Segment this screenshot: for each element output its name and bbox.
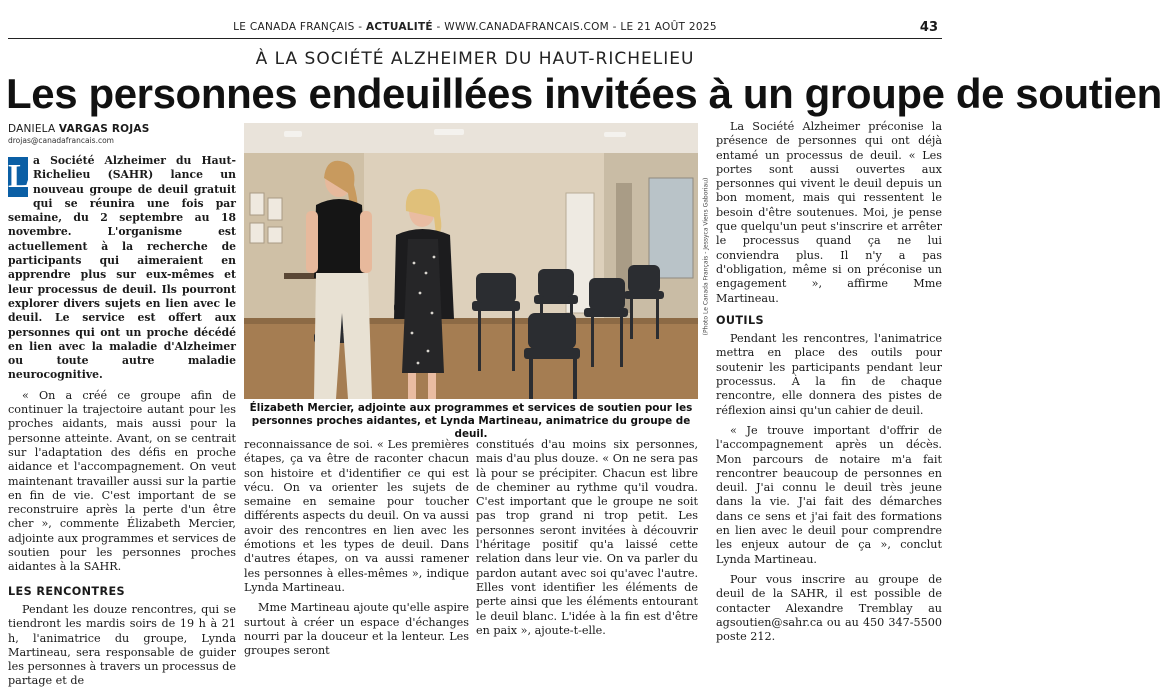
author-email: drojas@canadafrancais.com [8, 136, 114, 145]
header-line [0, 21, 950, 33]
byline [8, 123, 150, 135]
lede [8, 154, 236, 383]
paragraph: Mme Martineau ajoute qu'elle aspire surtout à créer un espace d'échanges nourri par la douceur et la lenteur. Les groupes seront [244, 601, 469, 658]
publication-name: LE CANADA FRANÇAIS [233, 21, 355, 33]
subhead-rencontres: LES RENCONTRES [8, 584, 125, 598]
subhead-outils: OUTILS [716, 313, 764, 327]
header-rule [8, 38, 942, 39]
paragraph: constitués d'au moins six personnes, mais d'au plus douze. « On ne sera pas là pour se précipiter. Chacun est libre de cheminer au rythme qu'il voudra. C'est important que le groupe ne soit pas trop grand ni trop petit. Les personnes seront invitées à découvrir l'héritage positif qu'a laissé cette relation dans leur vie. On va parler du pardon autant avec soi qu'avec l'autre. Elles vont identifier les éléments de perte ainsi que les éléments entourant le deuil blanc. L'idée à la fin est d'être en paix », ajoute-t-elle. [476, 438, 698, 637]
page-number: 43 [919, 20, 938, 35]
headline: Les personnes endeuillées invitées à un groupe de soutien [6, 70, 1162, 117]
paragraph: « Je trouve important d'offrir de l'accompagnement après un décès. Mon parcours de notaire m'a fait rencontrer beaucoup de personnes en deuil. J'ai connu le deuil très jeune dans la vie. J'ai fait des démarches dans ce sens et j'ai fait des formations en lien avec le deuil pour comprendre les enjeux autour de ça », conclut Lynda Martineau. [716, 423, 942, 566]
lede-text: a Société Alzheimer du Haut-Richelieu (SAHR) lance un nouveau groupe de deuil gratuit qui se réunira une fois par semaine, du 2 septembre au 18 novembre. L'organisme est actuellement à la recherche de participants qui aimeraient en apprendre plus sur eux-mêmes et leur processus de deuil. Ils pourront explorer divers sujets en lien avec le deuil. Le service est offert aux personnes qui ont un proche décédé en lien avec la maladie d'Alzheimer ou toute autre maladie neurocognitive. [8, 154, 236, 382]
column-3 [476, 438, 698, 638]
column-4 [716, 120, 942, 644]
column-1 [8, 154, 236, 689]
paragraph: Pendant les douze rencontres, qui se tiendront les mardis soirs de 19 h à 21 h, l'animatrice du groupe, Lynda Martineau, sera responsable de guider les personnes à travers un processus de partage et de [8, 602, 236, 688]
article-photo [244, 123, 698, 399]
website: WWW.CANADAFRANCAIS.COM [444, 21, 610, 33]
page-header [0, 18, 950, 40]
kicker: À LA SOCIÉTÉ ALZHEIMER DU HAUT-RICHELIEU [255, 49, 695, 69]
photo-credit-text: (Photo Le Canada Français - Jessyca Viens Gaboriau) [702, 177, 710, 336]
paragraph: La Société Alzheimer préconise la présence de personnes qui ont déjà entamé un processus de deuil. « Les portes sont aussi ouvertes aux personnes qui vivent le deuil depuis un bon moment, mais qui ressentent le besoin d'être soutenues. Moi, je pense que quelqu'un peut s'inscrire et arrêter le processus quand ça ne lui conviendra plus. Il n'y a pas d'obligation, même si on préconise un engagement », affirme Mme Martineau. [716, 120, 942, 305]
column-2 [244, 438, 469, 658]
photo-credit [701, 123, 711, 399]
photo-caption: Élizabeth Mercier, adjointe aux programmes et services de soutien pour les personnes proches aidantes, et Lynda Martineau, animatrice du groupe de deuil. [249, 402, 693, 440]
paragraph: reconnaissance de soi. « Les premières étapes, ça va être de raconter chacun son histoire et d'identifier ce qui est vécu. On va orienter les sujets de semaine en semaine pour toucher différents aspects du deuil. On va aussi avoir des rencontres en lien avec les émotions et les types de deuil. Dans d'autres étapes, on va aussi ramener les personnes à elles-mêmes », indique Lynda Martineau. [244, 438, 469, 594]
header-separator: - [609, 21, 621, 33]
header-separator: - [354, 21, 366, 33]
paragraph: « On a créé ce groupe afin de continuer la trajectoire autant pour les proches aidants, mais aussi pour la personne atteinte. Avant, on se centrait sur l'adaptation des défis en proche aidance et l'accompagnement. On veut maintenant travailler aussi sur la partie en fin de vie. C'est important de se reconstruire après la perte d'un être cher », commente Élizabeth Mercier, adjointe aux programmes et services de soutien pour les personnes proches aidantes à la SAHR. [8, 388, 236, 574]
issue-date: LE 21 AOÛT 2025 [620, 21, 717, 33]
dropcap: L [8, 158, 31, 195]
header-separator: - [432, 21, 445, 33]
paragraph: Pendant les rencontres, l'animatrice mettra en place des outils pour soutenir les participants pendant leur processus. À la fin de chaque rencontre, elle donnera des pistes de réflexion ainsi qu'un cahier de deuil. [716, 332, 942, 417]
section-name: ACTUALITÉ [365, 21, 433, 33]
author-first-name: DANIELA [8, 123, 56, 135]
photo-illustration [244, 123, 698, 399]
paragraph: Pour vous inscrire au groupe de deuil de la SAHR, il est possible de contacter Alexandre Tremblay au agsoutien@sahr.ca ou au 450 347-5500 poste 212. [716, 572, 942, 644]
author-last-name: VARGAS ROJAS [58, 123, 150, 135]
